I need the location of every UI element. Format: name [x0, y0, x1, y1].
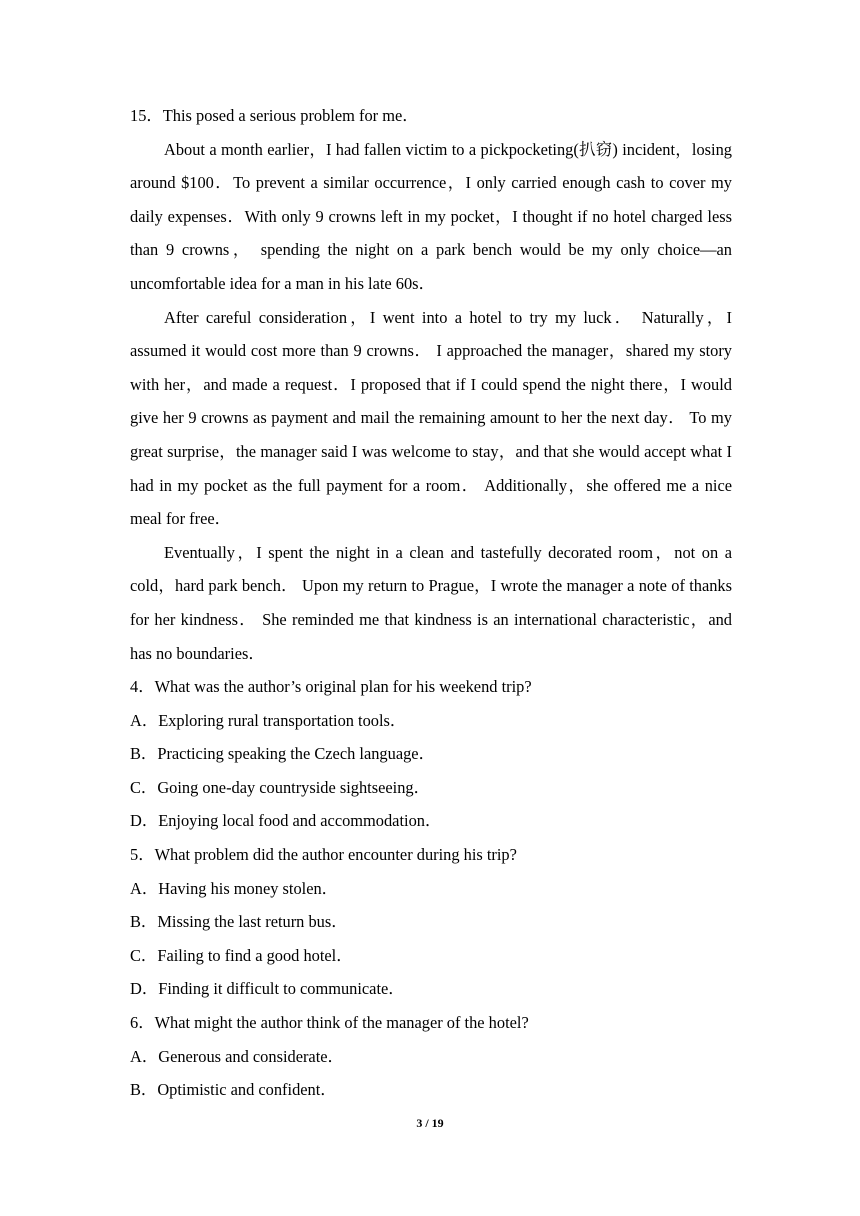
question-4-stem: 4．What was the author’s original plan for his weekend trip?	[130, 677, 532, 697]
question-6-option-a: A．Generous and considerate．	[130, 1046, 344, 1066]
question-4-option-b: B．Practicing speaking the Czech language．	[130, 744, 435, 764]
question-5-option-d: D．Finding it difficult to communicate．	[130, 979, 405, 999]
question-4-option-a: A．Exploring rural transportation tools．	[130, 710, 407, 730]
question-4-option-d: D．Enjoying local food and accommodation．	[130, 811, 442, 831]
question-5-stem: 5．What problem did the author encounter during his trip?	[130, 845, 517, 865]
passage-paragraph-2: After careful consideration，I went into a hotel to try my luck． Naturally，I assumed it would cost more than 9 crowns． I approached the manager，shared my story with her，and made a request．I proposed that if I could spend the night there，I would give her 9 crowns as payment and mail the remaining amount to her the next day． To my great surprise，the manager said I was welcome to stay，and that she would accept what I had in my pocket as the full payment for a room． Additionally，she offered me a nice meal for free．	[130, 307, 732, 529]
question-6-option-b: B．Optimistic and confident．	[130, 1080, 337, 1100]
question-4-option-c: C．Going one-day countryside sightseeing．	[130, 777, 430, 797]
passage-line-15: 15．This posed a serious problem for me．	[130, 106, 419, 125]
page-number: 3 / 19	[416, 1116, 444, 1130]
passage-paragraph-3: Eventually，I spent the night in a clean and tastefully decorated room，not on a cold，hard park bench． Upon my return to Prague，I wrote the manager a note of thanks for her kindness． She reminded me that kindness is an international characteristic，and has no boundaries．	[130, 542, 732, 663]
question-6	[130, 1006, 732, 1107]
document-page	[130, 99, 732, 1107]
question-4	[130, 670, 732, 838]
question-6-stem: 6．What might the author think of the manager of the hotel?	[130, 1013, 529, 1033]
passage-paragraph-1: About a month earlier，I had fallen victim to a pickpocketing(扒窃) incident，losing around $100．To prevent a similar occurrence，I only carried enough cash to cover my daily expenses．With only 9 crowns left in my pocket，I thought if no hotel charged less than 9 crowns， spending the night on a park bench would be my only choice—an uncomfortable idea for a man in his late 60s．	[130, 139, 732, 293]
question-5-option-a: A．Having his money stolen．	[130, 878, 339, 898]
question-5	[130, 838, 732, 1006]
question-5-option-c: C．Failing to find a good hotel．	[130, 945, 353, 965]
question-5-option-b: B．Missing the last return bus．	[130, 912, 348, 932]
